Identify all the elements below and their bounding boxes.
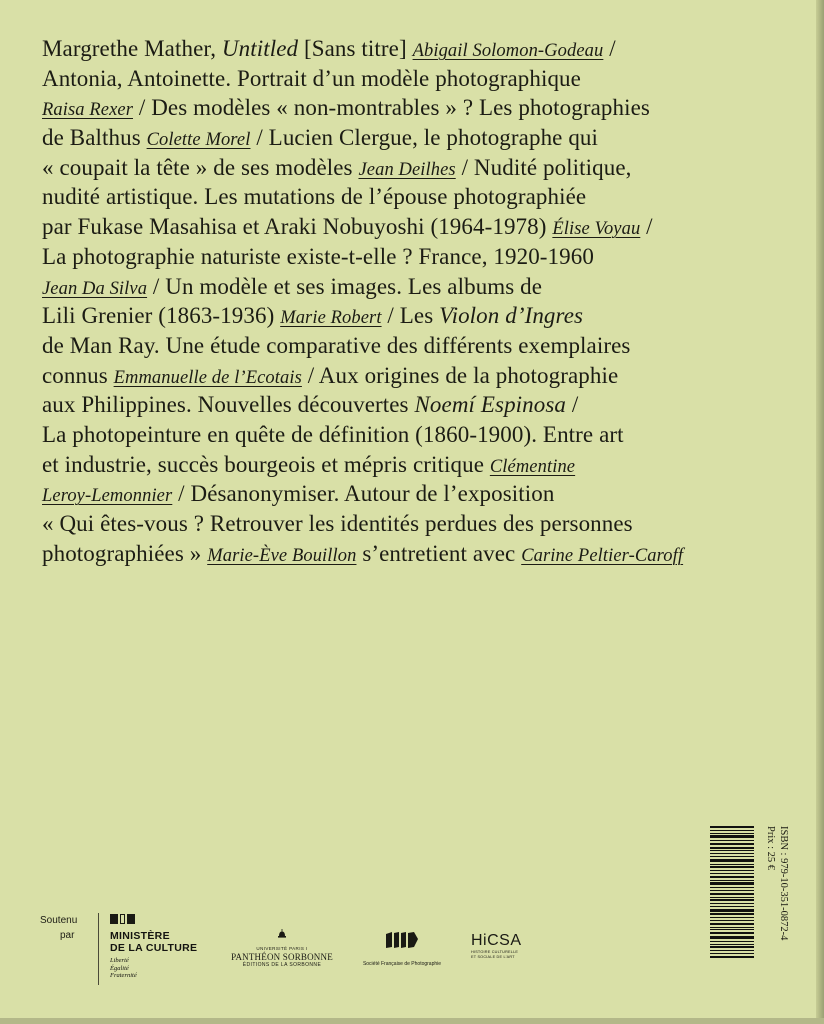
sfp-logo — [352, 930, 452, 967]
barcode-bar — [710, 880, 754, 881]
toc-text: / Un modèle et ses images. Les albums de — [147, 273, 543, 299]
toc-text: Lili Grenier (1863-1936) — [42, 303, 281, 329]
toc-line — [42, 123, 772, 153]
toc-line — [42, 64, 772, 94]
barcode-bar — [710, 890, 754, 891]
barcode-bar — [710, 833, 754, 834]
barcode-bar — [710, 944, 754, 945]
barcode-bar — [710, 923, 754, 925]
hicsa-logo — [471, 932, 531, 960]
barcode-bar — [710, 835, 754, 838]
motto-fraternite: Fraternité — [110, 972, 137, 979]
barcode-bar — [710, 864, 754, 865]
toc-line — [42, 34, 772, 64]
barcode-bar — [710, 941, 754, 942]
soutenu-text: Soutenu — [40, 915, 78, 926]
author-name: Abigail Solomon-Godeau — [412, 41, 604, 61]
toc-line — [42, 509, 772, 539]
hicsa-name: HiCSA — [471, 932, 522, 949]
toc-line — [42, 301, 772, 331]
italic-title: Untitled — [221, 36, 299, 61]
barcode — [710, 826, 754, 958]
toc-line — [42, 212, 772, 242]
toc-line — [42, 153, 772, 183]
barcode-bar — [710, 876, 754, 878]
toc-line — [42, 390, 772, 420]
toc-text: La photopeinture en quête de définition (1860-1900). Entre art — [42, 421, 624, 447]
author-name: Jean Da Silva — [42, 278, 148, 299]
barcode-bar — [710, 887, 754, 888]
barcode-bar — [710, 946, 754, 948]
supported-by-label — [40, 913, 90, 943]
pantheon-dome-icon — [277, 929, 287, 939]
ministere-culture-logo — [110, 914, 220, 980]
toc-line — [42, 361, 772, 391]
sfp-mark-icon — [384, 930, 420, 950]
toc-text: / Désanonymiser. Autour de l’exposition — [172, 481, 555, 507]
barcode-bar — [710, 917, 754, 918]
barcode-bar — [710, 853, 754, 854]
toc-text: de Man Ray. Une étude comparative des différents exemplaires — [42, 332, 631, 358]
author-name: Raisa Rexer — [42, 100, 133, 121]
toc-text: [Sans titre] — [298, 36, 413, 61]
toc-text: aux Philippines. Nouvelles découvertes — [42, 392, 415, 418]
barcode-bar — [710, 906, 754, 907]
toc-line — [42, 242, 772, 272]
pantheon-small-text: UNIVERSITÉ PARIS I — [256, 946, 308, 951]
toc-text: La photographie naturiste existe-t-elle ? France, 1920-1960 — [42, 243, 594, 269]
sfp-label: Société Française de Photographie — [362, 961, 442, 967]
table-of-contents — [42, 34, 772, 568]
barcode-bar — [710, 847, 754, 849]
barcode-bar — [710, 927, 754, 928]
barcode-bar — [710, 920, 754, 921]
barcode-bar — [710, 850, 754, 851]
toc-line — [42, 450, 772, 480]
barcode-bar — [710, 913, 754, 915]
toc-line — [42, 420, 772, 450]
barcode-bar — [710, 866, 754, 868]
toc-line — [42, 93, 772, 123]
toc-text: et industrie, succès bourgeois et mépris critique — [42, 451, 490, 477]
author-name: Marie-Ève Bouillon — [207, 545, 357, 566]
motto-egalite: Égalité — [110, 964, 129, 972]
barcode-bar — [710, 893, 754, 895]
pantheon-sorbonne-logo — [228, 928, 336, 969]
author-name: Jean Deilhes — [358, 159, 456, 180]
toc-text: connus — [42, 362, 114, 388]
toc-text: « Qui êtes-vous ? Retrouver les identités perdues des personnes — [42, 511, 633, 536]
toc-line — [42, 182, 772, 212]
toc-text: / — [640, 214, 653, 240]
pantheon-name: PANTHÉON SORBONNE — [231, 952, 333, 962]
author-name: Carine Peltier-Caroff — [521, 545, 684, 566]
hicsa-sub1: HISTOIRE CULTURELLE — [471, 950, 519, 954]
cover-edge — [816, 0, 824, 1024]
toc-text: Margrethe Mather, — [42, 36, 222, 61]
toc-text: / — [603, 36, 616, 61]
toc-text: nudité artistique. Les mutations de l’épouse photographiée — [42, 184, 587, 210]
barcode-bar — [710, 932, 754, 934]
price-text: Prix : 25 € — [765, 826, 776, 871]
toc-text: par Fukase Masahisa et Araki Nobuyoshi (1964-1978) — [42, 214, 553, 240]
barcode-bar — [710, 897, 754, 898]
author-name: Colette Morel — [146, 130, 251, 151]
ministere-line1: MINISTÈRE — [110, 930, 170, 942]
ministere-line2: DE LA CULTURE — [110, 942, 198, 954]
toc-line — [42, 539, 772, 569]
toc-text: / Des modèles « non-montrables » ? Les photographies — [133, 95, 650, 121]
motto-liberte: Liberté — [110, 957, 129, 964]
barcode-bar — [710, 929, 754, 930]
barcode-bar — [710, 830, 754, 831]
toc-text: / Lucien Clergue, le photographe qui — [250, 125, 599, 151]
barcode-bar — [710, 909, 754, 912]
isbn-block — [764, 826, 794, 966]
barcode-bar — [710, 843, 754, 845]
toc-text: Antonia, Antoinette. Portrait d’un modèle photographique — [42, 65, 581, 91]
barcode-bar — [710, 903, 754, 904]
toc-text: photographiées » — [42, 540, 208, 566]
barcode-bar — [710, 856, 754, 857]
author-name: Leroy-Lemonnier — [42, 486, 173, 507]
toc-text: de Balthus — [42, 125, 147, 151]
marianne-flag-icon — [110, 914, 220, 924]
author-name: Marie Robert — [280, 308, 382, 329]
editions-sorbonne: ÉDITIONS DE LA SORBONNE — [242, 962, 322, 968]
author-name: Emmanuelle de l’Ecotais — [113, 367, 302, 388]
barcode-bar — [710, 936, 754, 939]
hicsa-sub2: ET SOCIALE DE L’ART — [471, 955, 515, 959]
barcode-bar — [710, 950, 754, 951]
isbn-text: ISBN : 979-10-351-0872-4 — [778, 826, 789, 941]
barcode-bar — [710, 826, 754, 828]
par-text: par — [60, 930, 75, 941]
toc-text: / — [566, 392, 579, 418]
barcode-bar — [710, 873, 754, 874]
toc-line — [42, 272, 772, 302]
italic-title: Noemí Espinosa — [414, 392, 567, 418]
cover-bottom-edge — [0, 1018, 824, 1024]
toc-line — [42, 331, 772, 361]
toc-line — [42, 479, 772, 509]
divider — [98, 913, 99, 985]
barcode-bar — [710, 859, 754, 862]
barcode-bar — [710, 882, 754, 885]
toc-text: s’entretient avec — [356, 540, 522, 566]
author-name: Élise Voyau — [552, 219, 641, 240]
barcode-bar — [710, 870, 754, 871]
toc-text: / Aux origines de la photographie — [301, 362, 619, 388]
barcode-bar — [710, 956, 754, 958]
barcode-bar — [710, 953, 754, 954]
barcode-bar — [710, 899, 754, 901]
toc-text: « coupait la tête » de ses modèles — [42, 154, 359, 180]
italic-title: Violon d’Ingres — [439, 303, 584, 329]
toc-text: / Nudité politique, — [455, 154, 632, 180]
toc-text: / Les — [381, 303, 440, 329]
barcode-bar — [710, 840, 754, 841]
author-name: Clémentine — [489, 456, 576, 477]
